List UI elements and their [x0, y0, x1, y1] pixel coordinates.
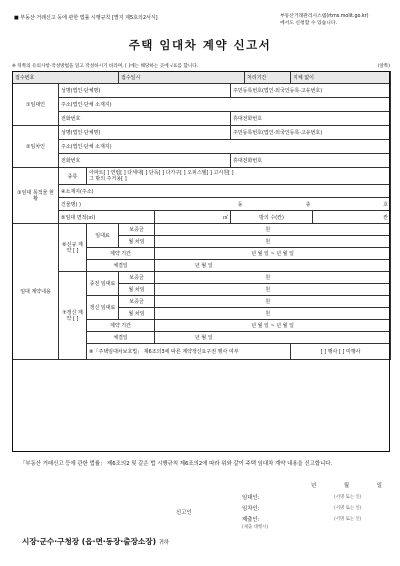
- new-monthly-label: 월 차임: [119, 236, 155, 248]
- new-signed-field[interactable]: 년 월 일: [155, 260, 391, 272]
- new-deposit-won[interactable]: 원: [155, 224, 391, 236]
- renew-before-monthly-won[interactable]: 원: [155, 284, 391, 296]
- renew-period-label: 계약 기간: [87, 320, 155, 332]
- signer-lessee-sign[interactable]: (서명 또는 인): [334, 506, 362, 511]
- lessor-address-field[interactable]: 주소(법인·단체 소재지): [59, 98, 391, 112]
- signer-submitter-note: (제출 대행시): [242, 525, 269, 530]
- property-types-line1[interactable]: 아파트[ ] 연립[ ] 다세대[ ] 단독[ ] 다가구[ ] 오피스텔[ ] 고시원[ ]: [89, 170, 234, 176]
- new-contract-label[interactable]: ⑥신규 계약 [ ]: [59, 224, 87, 272]
- receipt-date-label: 접수일시: [119, 72, 245, 84]
- processing-period-value: 지체 없이: [291, 72, 391, 84]
- property-type-options[interactable]: [87, 168, 391, 185]
- new-period-label: 계약 기간: [87, 248, 155, 260]
- signer-submitter-sign[interactable]: (서명 또는 인): [334, 517, 362, 522]
- system-site-note: 에서도 신청할 수 있습니다.: [280, 21, 338, 26]
- renew-after-deposit-label: 보증금: [119, 296, 155, 308]
- renew-contract-label[interactable]: ⑦갱신 계약 [ ]: [59, 272, 87, 360]
- lessor-phone-field[interactable]: 전화번호: [59, 112, 231, 126]
- property-location-field[interactable]: ④소재지(주소): [59, 185, 391, 198]
- reporter-label: 신고인: [176, 510, 192, 516]
- new-period-field[interactable]: 년 월 일 ~ 년 월 일: [155, 248, 391, 260]
- lessor-regno-field[interactable]: 주민등록번호(법인·외국인등록·고유번호): [231, 84, 391, 98]
- renew-after-label: 갱신 임대료: [87, 296, 119, 320]
- new-deposit-label: 보증금: [119, 224, 155, 236]
- processing-period-label: 처리기간: [245, 72, 291, 84]
- signer-lessor-sign[interactable]: (서명 또는 인): [334, 495, 362, 500]
- ho-unit: 호: [313, 198, 391, 211]
- declaration-text: 「부동산 거래신고 등에 관한 법률」 제6조의2 및 같은 법 시행규칙 제6조의2에 따라 위와 같이 주택 임대차 계약 내용을 신고합니다.: [20, 461, 333, 467]
- renew-signed-field[interactable]: 년 월 일: [155, 332, 391, 344]
- contract-section-label: 임대 계약내용: [13, 224, 59, 360]
- receipt-no-label: 접수번호: [13, 72, 119, 84]
- renew-signed-label: 체결일: [87, 332, 155, 344]
- new-monthly-won[interactable]: 원: [155, 236, 391, 248]
- rooms-label: 방의 수(칸): [231, 211, 313, 224]
- lessee-address-field[interactable]: 주소(법인·단체 소재지): [59, 140, 391, 154]
- signer-lessee-label: 임차인:: [242, 506, 260, 512]
- report-table: [12, 71, 391, 360]
- area-field-unit[interactable]: ㎡: [155, 211, 231, 224]
- system-notice: [280, 13, 368, 27]
- floor-unit: 층: [245, 198, 313, 211]
- page-side: (앞쪽): [377, 64, 390, 69]
- form-title: 주택 임대차 계약 신고서: [128, 38, 272, 52]
- renewal-right-question: ⑧「주택임대차보호법」 제6조의3에 따른 계약갱신요구권 행사 여부: [87, 344, 291, 360]
- recipient-office: [22, 536, 169, 547]
- building-name-field[interactable]: 건물명( ): [59, 198, 191, 211]
- signer-submitter-label: 제출인:: [242, 517, 260, 523]
- renew-before-deposit-label: 보증금: [119, 272, 155, 284]
- lessee-label: ②임차인: [13, 126, 59, 168]
- lessor-mobile-field[interactable]: 휴대전화번호: [231, 112, 391, 126]
- renew-before-monthly-label: 월 차임: [119, 284, 155, 296]
- lessee-regno-field[interactable]: 주민등록번호(법인·외국인등록·고유번호): [231, 126, 391, 140]
- signer-lessor-label: 임대인:: [242, 495, 260, 501]
- law-reference: ■ 부동산 거래신고 등에 관한 법률 시행규칙 [별지 제5호의2서식]: [14, 15, 158, 21]
- renew-before-label: 종전 임대료: [87, 272, 119, 296]
- renew-after-deposit-won[interactable]: 원: [155, 296, 391, 308]
- receipt-row: [13, 72, 391, 84]
- new-signed-label: 체결일: [87, 260, 155, 272]
- recipient-office-name: 시장·군수·구청장 (읍·면·동장·출장소장): [22, 537, 157, 546]
- renew-after-monthly-won[interactable]: 원: [155, 308, 391, 320]
- renewal-right-options[interactable]: [ ] 행사 [ ] 미행사: [291, 344, 391, 360]
- lessor-name-field[interactable]: 성명(법인·단체명): [59, 84, 231, 98]
- renew-before-deposit-won[interactable]: 원: [155, 272, 391, 284]
- report-date[interactable]: 년 월 일: [310, 483, 382, 489]
- lessee-name-field[interactable]: 성명(법인·단체명): [59, 126, 231, 140]
- dong-unit: 동: [191, 198, 245, 211]
- rooms-field-unit[interactable]: 칸: [313, 211, 391, 224]
- renew-period-field[interactable]: 년 월 일 ~ 년 월 일: [155, 320, 391, 332]
- lessee-phone-field[interactable]: 전화번호: [59, 154, 231, 168]
- renew-after-monthly-label: 월 차임: [119, 308, 155, 320]
- property-types-line2[interactable]: 그 밖의 주거용[ ]: [89, 176, 127, 182]
- property-label: ③임대 목적물 현황: [13, 168, 59, 224]
- instruction-note: ※ 뒤쪽의 유의사항·작성방법을 읽고 작성하시기 바라며, [ ]에는 해당하는 곳에 √표를 합니다.: [12, 64, 199, 69]
- system-site: 부동산거래관리시스템(rtms.molit.go.kr): [280, 14, 369, 19]
- new-rent-label: 임대료: [87, 224, 119, 248]
- recipient-suffix: 귀하: [158, 540, 170, 546]
- area-label: ⑤임대 면적(㎡): [59, 211, 155, 224]
- property-type-label: 종류: [59, 168, 87, 185]
- lessee-mobile-field[interactable]: 휴대전화번호: [231, 154, 391, 168]
- lessor-label: ①임대인: [13, 84, 59, 126]
